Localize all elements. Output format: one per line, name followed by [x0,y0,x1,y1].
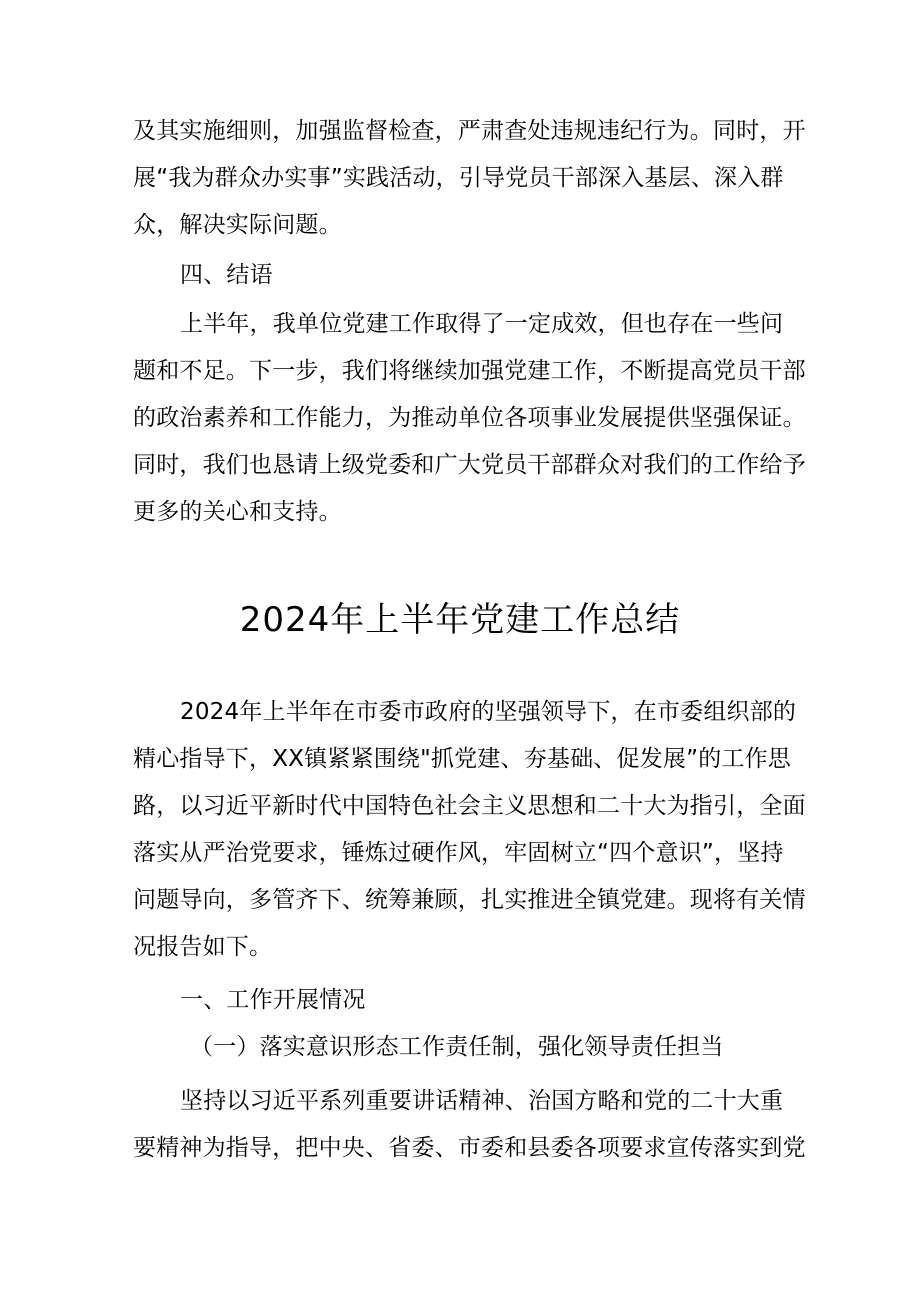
paragraph-line: 2024年上半年在市委市政府的坚强领导下，在市委组织部的 [180,699,797,725]
paragraph-line: 同时，我们也恳请上级党委和广大党员干部群众对我们的工作给予 [133,452,806,478]
paragraph-line: 题和不足。下一步，我们将继续加强党建工作，不断提高党员干部 [133,358,806,384]
paragraph-line: 更多的关心和支持。 [133,499,342,525]
paragraph-line: 况报告如下。 [133,934,273,960]
paragraph-line: 问题导向，多管齐下、统筹兼顾，扎实推进全镇党建。现将有关情 [133,887,806,913]
paragraph-line: 路，以习近平新时代中国特色社会主义思想和二十大为指引，全面 [133,793,806,819]
section-heading-conclusion: 四、结语 [180,262,273,288]
paragraph-line: 坚持以习近平系列重要讲话精神、治国方略和党的二十大重 [180,1088,784,1114]
paragraph-line: 上半年，我单位党建工作取得了一定成效，但也存在一些问 [180,311,784,337]
paragraph-line: 精心指导下，XX镇紧紧围绕"抓党建、夯基础、促发展”的工作思 [133,746,792,772]
paragraph-line: 落实从严治党要求，锤炼过硬作风，牢固树立“四个意识”，坚持 [133,840,784,866]
paragraph-line: 要精神为指导，把中央、省委、市委和县委各项要求宣传落实到党 [133,1135,806,1161]
document-title: 2024年上半年党建工作总结 [239,600,681,640]
paragraph-line: 展“我为群众办实事”实践活动，引导党员干部深入基层、深入群 [133,165,784,191]
paragraph-line: 的政治素养和工作能力，为推动单位各项事业发展提供坚强保证。 [133,405,806,431]
subsection-heading: （一）落实意识形态工作责任制，强化领导责任担当 [190,1034,724,1060]
paragraph-line: 众，解决实际问题。 [133,212,342,238]
section-heading-work: 一、工作开展情况 [180,987,366,1013]
paragraph-line: 及其实施细则，加强监督检查，严肃查处违规违纪行为。同时，开 [133,118,806,144]
